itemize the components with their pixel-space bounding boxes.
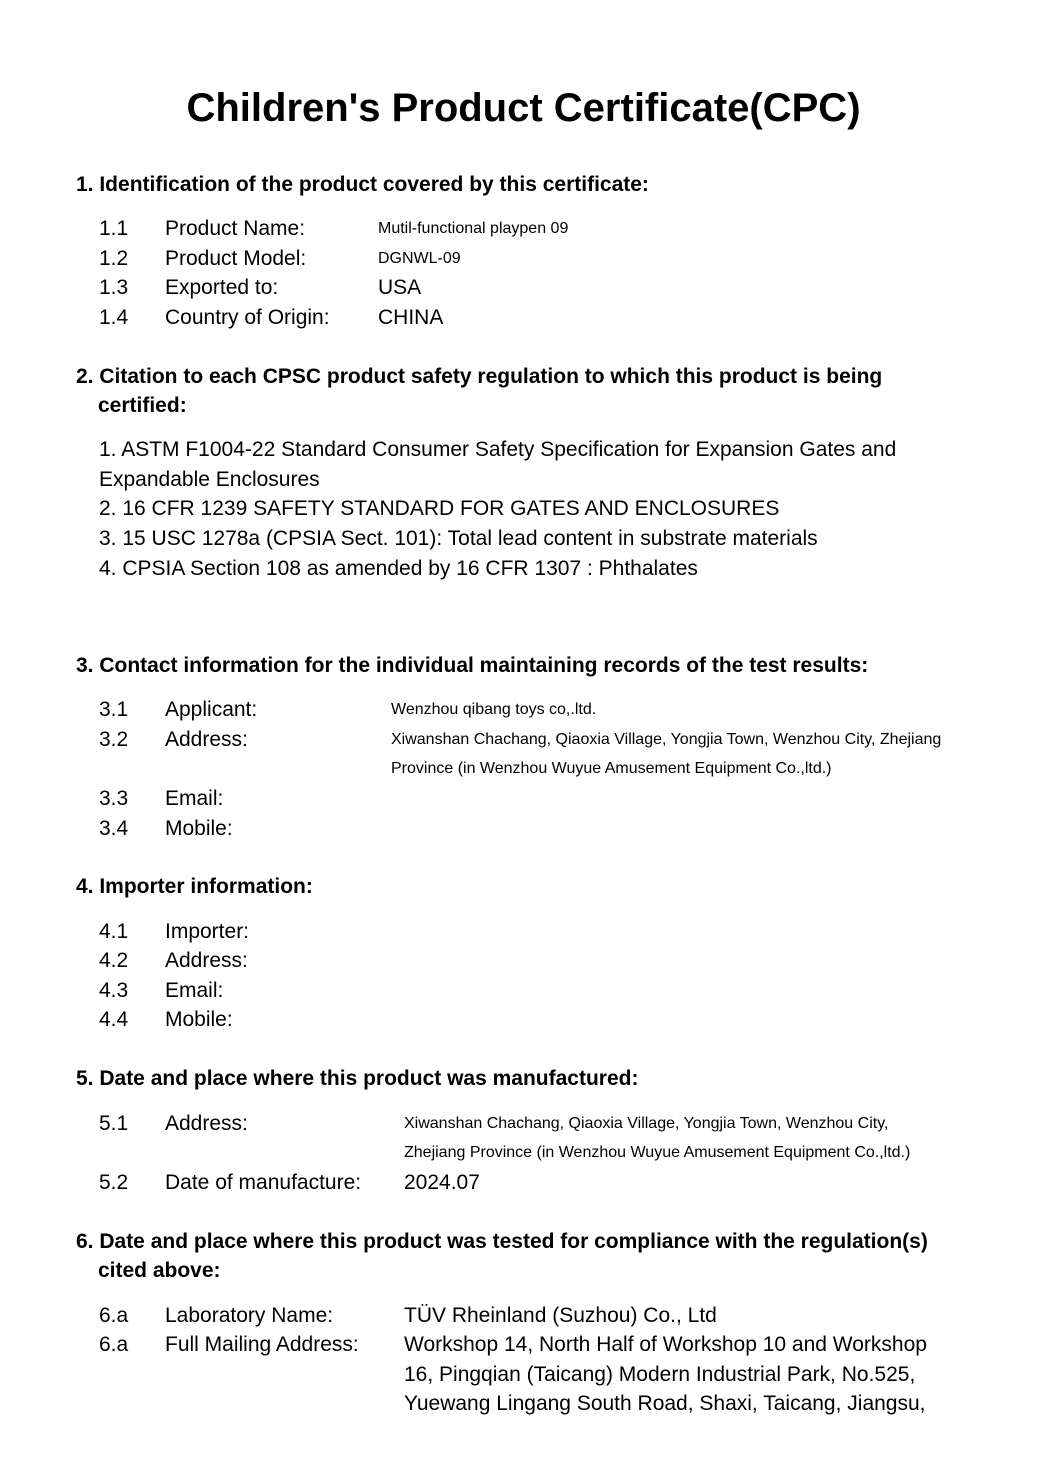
item-label: Laboratory Name: <box>165 1304 334 1327</box>
item-number: 1.4 <box>99 306 129 329</box>
item-label: Date of manufacture: <box>165 1171 362 1194</box>
date-of-manufacture-value: 2024.07 <box>404 1171 480 1194</box>
section-2-heading-continued: certified: <box>98 394 187 417</box>
item-label: Email: <box>165 787 224 810</box>
regulation-line: 3. 15 USC 1278a (CPSIA Sect. 101): Total lead content in substrate materials <box>99 527 818 550</box>
item-number: 6.a <box>99 1333 129 1356</box>
item-label: Applicant: <box>165 698 258 721</box>
product-model-value: DGNWL-09 <box>378 250 461 267</box>
item-label: Country of Origin: <box>165 306 330 329</box>
item-label: Mobile: <box>165 1008 233 1031</box>
section-5-heading: 5. Date and place where this product was manufactured: <box>76 1067 639 1090</box>
regulation-line: 2. 16 CFR 1239 SAFETY STANDARD FOR GATES AND ENCLOSURES <box>99 497 780 520</box>
item-number: 3.4 <box>99 817 129 840</box>
item-number: 5.2 <box>99 1171 129 1194</box>
section-2-heading: 2. Citation to each CPSC product safety regulation to which this product is being <box>76 365 883 388</box>
laboratory-address-value: Workshop 14, North Half of Workshop 10 and Workshop <box>404 1333 927 1356</box>
manufacture-address-value: Xiwanshan Chachang, Qiaoxia Village, Yongjia Town, Wenzhou City, <box>404 1115 889 1132</box>
item-number: 6.a <box>99 1304 129 1327</box>
item-label: Full Mailing Address: <box>165 1333 359 1356</box>
section-3-heading: 3. Contact information for the individual maintaining records of the test results: <box>76 654 869 677</box>
item-label: Importer: <box>165 920 250 943</box>
item-number: 4.3 <box>99 979 129 1002</box>
laboratory-address-value-continued: Yuewang Lingang South Road, Shaxi, Taicang, Jiangsu, <box>404 1392 926 1415</box>
item-number: 4.2 <box>99 949 129 972</box>
item-number: 4.4 <box>99 1008 129 1031</box>
regulation-line: 1. ASTM F1004-22 Standard Consumer Safety Specification for Expansion Gates and <box>99 438 897 461</box>
section-6-heading-continued: cited above: <box>98 1259 221 1282</box>
laboratory-name-value: TÜV Rheinland (Suzhou) Co., Ltd <box>404 1304 717 1327</box>
item-number: 1.1 <box>99 217 129 240</box>
laboratory-address-value-continued: 16, Pingqian (Taicang) Modern Industrial Park, No.525, <box>404 1363 916 1386</box>
item-number: 1.2 <box>99 247 129 270</box>
item-number: 1.3 <box>99 276 129 299</box>
section-1-heading: 1. Identification of the product covered by this certificate: <box>76 173 649 196</box>
exported-to-value: USA <box>378 276 422 299</box>
item-number: 3.2 <box>99 728 129 751</box>
item-label: Mobile: <box>165 817 233 840</box>
applicant-address-value: Xiwanshan Chachang, Qiaoxia Village, Yongjia Town, Wenzhou City, Zhejiang <box>391 731 942 748</box>
item-number: 3.3 <box>99 787 129 810</box>
manufacture-address-value-continued: Zhejiang Province (in Wenzhou Wuyue Amusement Equipment Co.,ltd.) <box>404 1144 911 1161</box>
item-label: Address: <box>165 1112 248 1135</box>
item-number: 5.1 <box>99 1112 129 1135</box>
item-label: Product Model: <box>165 247 307 270</box>
regulation-line: Expandable Enclosures <box>99 468 320 491</box>
page-title: Children's Product Certificate(CPC) <box>186 86 861 130</box>
regulation-line: 4. CPSIA Section 108 as amended by 16 CFR 1307 : Phthalates <box>99 557 698 580</box>
product-name-value: Mutil-functional playpen 09 <box>378 220 569 237</box>
item-label: Address: <box>165 728 248 751</box>
item-label: Exported to: <box>165 276 279 299</box>
section-6-heading: 6. Date and place where this product was tested for compliance with the regulation(s) <box>76 1230 928 1253</box>
item-number: 4.1 <box>99 920 129 943</box>
item-label: Email: <box>165 979 224 1002</box>
country-of-origin-value: CHINA <box>378 306 444 329</box>
applicant-address-value-continued: Province (in Wenzhou Wuyue Amusement Equipment Co.,ltd.) <box>391 760 832 777</box>
section-4-heading: 4. Importer information: <box>76 875 313 898</box>
item-label: Product Name: <box>165 217 306 240</box>
item-number: 3.1 <box>99 698 129 721</box>
applicant-value: Wenzhou qibang toys co,.ltd. <box>391 701 597 718</box>
item-label: Address: <box>165 949 248 972</box>
